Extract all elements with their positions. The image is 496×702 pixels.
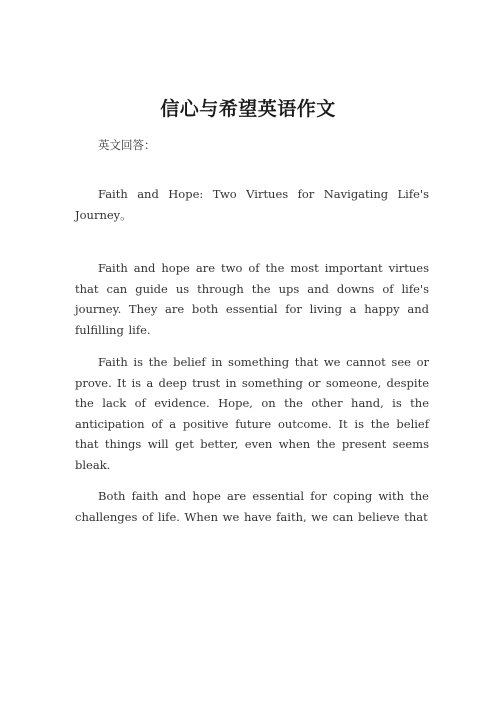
body-paragraph-2: Faith is the belief in something that we cannot see or prove. It is a deep trust in something or someone, despite the lack of evidence. Hope, on the other hand, is the anticipation of a positive future outcome. It is the belief that things will get better, even when the present seems bleak.: [75, 355, 429, 472]
essay-heading-paragraph: Faith and Hope: Two Virtues for Navigating Life's Journey。: [75, 187, 429, 222]
section-subheading: 英文回答：: [98, 138, 156, 152]
document-title: 信心与希望英语作文: [160, 97, 336, 120]
body-paragraph-1: Faith and hope are two of the most important virtues that can guide us through the ups and downs of life's journey. They are both essential for living a happy and fulfilling life.: [75, 261, 429, 337]
body-paragraph-3: Both faith and hope are essential for coping with the challenges of life. When we have faith, we can believe that: [75, 489, 429, 524]
